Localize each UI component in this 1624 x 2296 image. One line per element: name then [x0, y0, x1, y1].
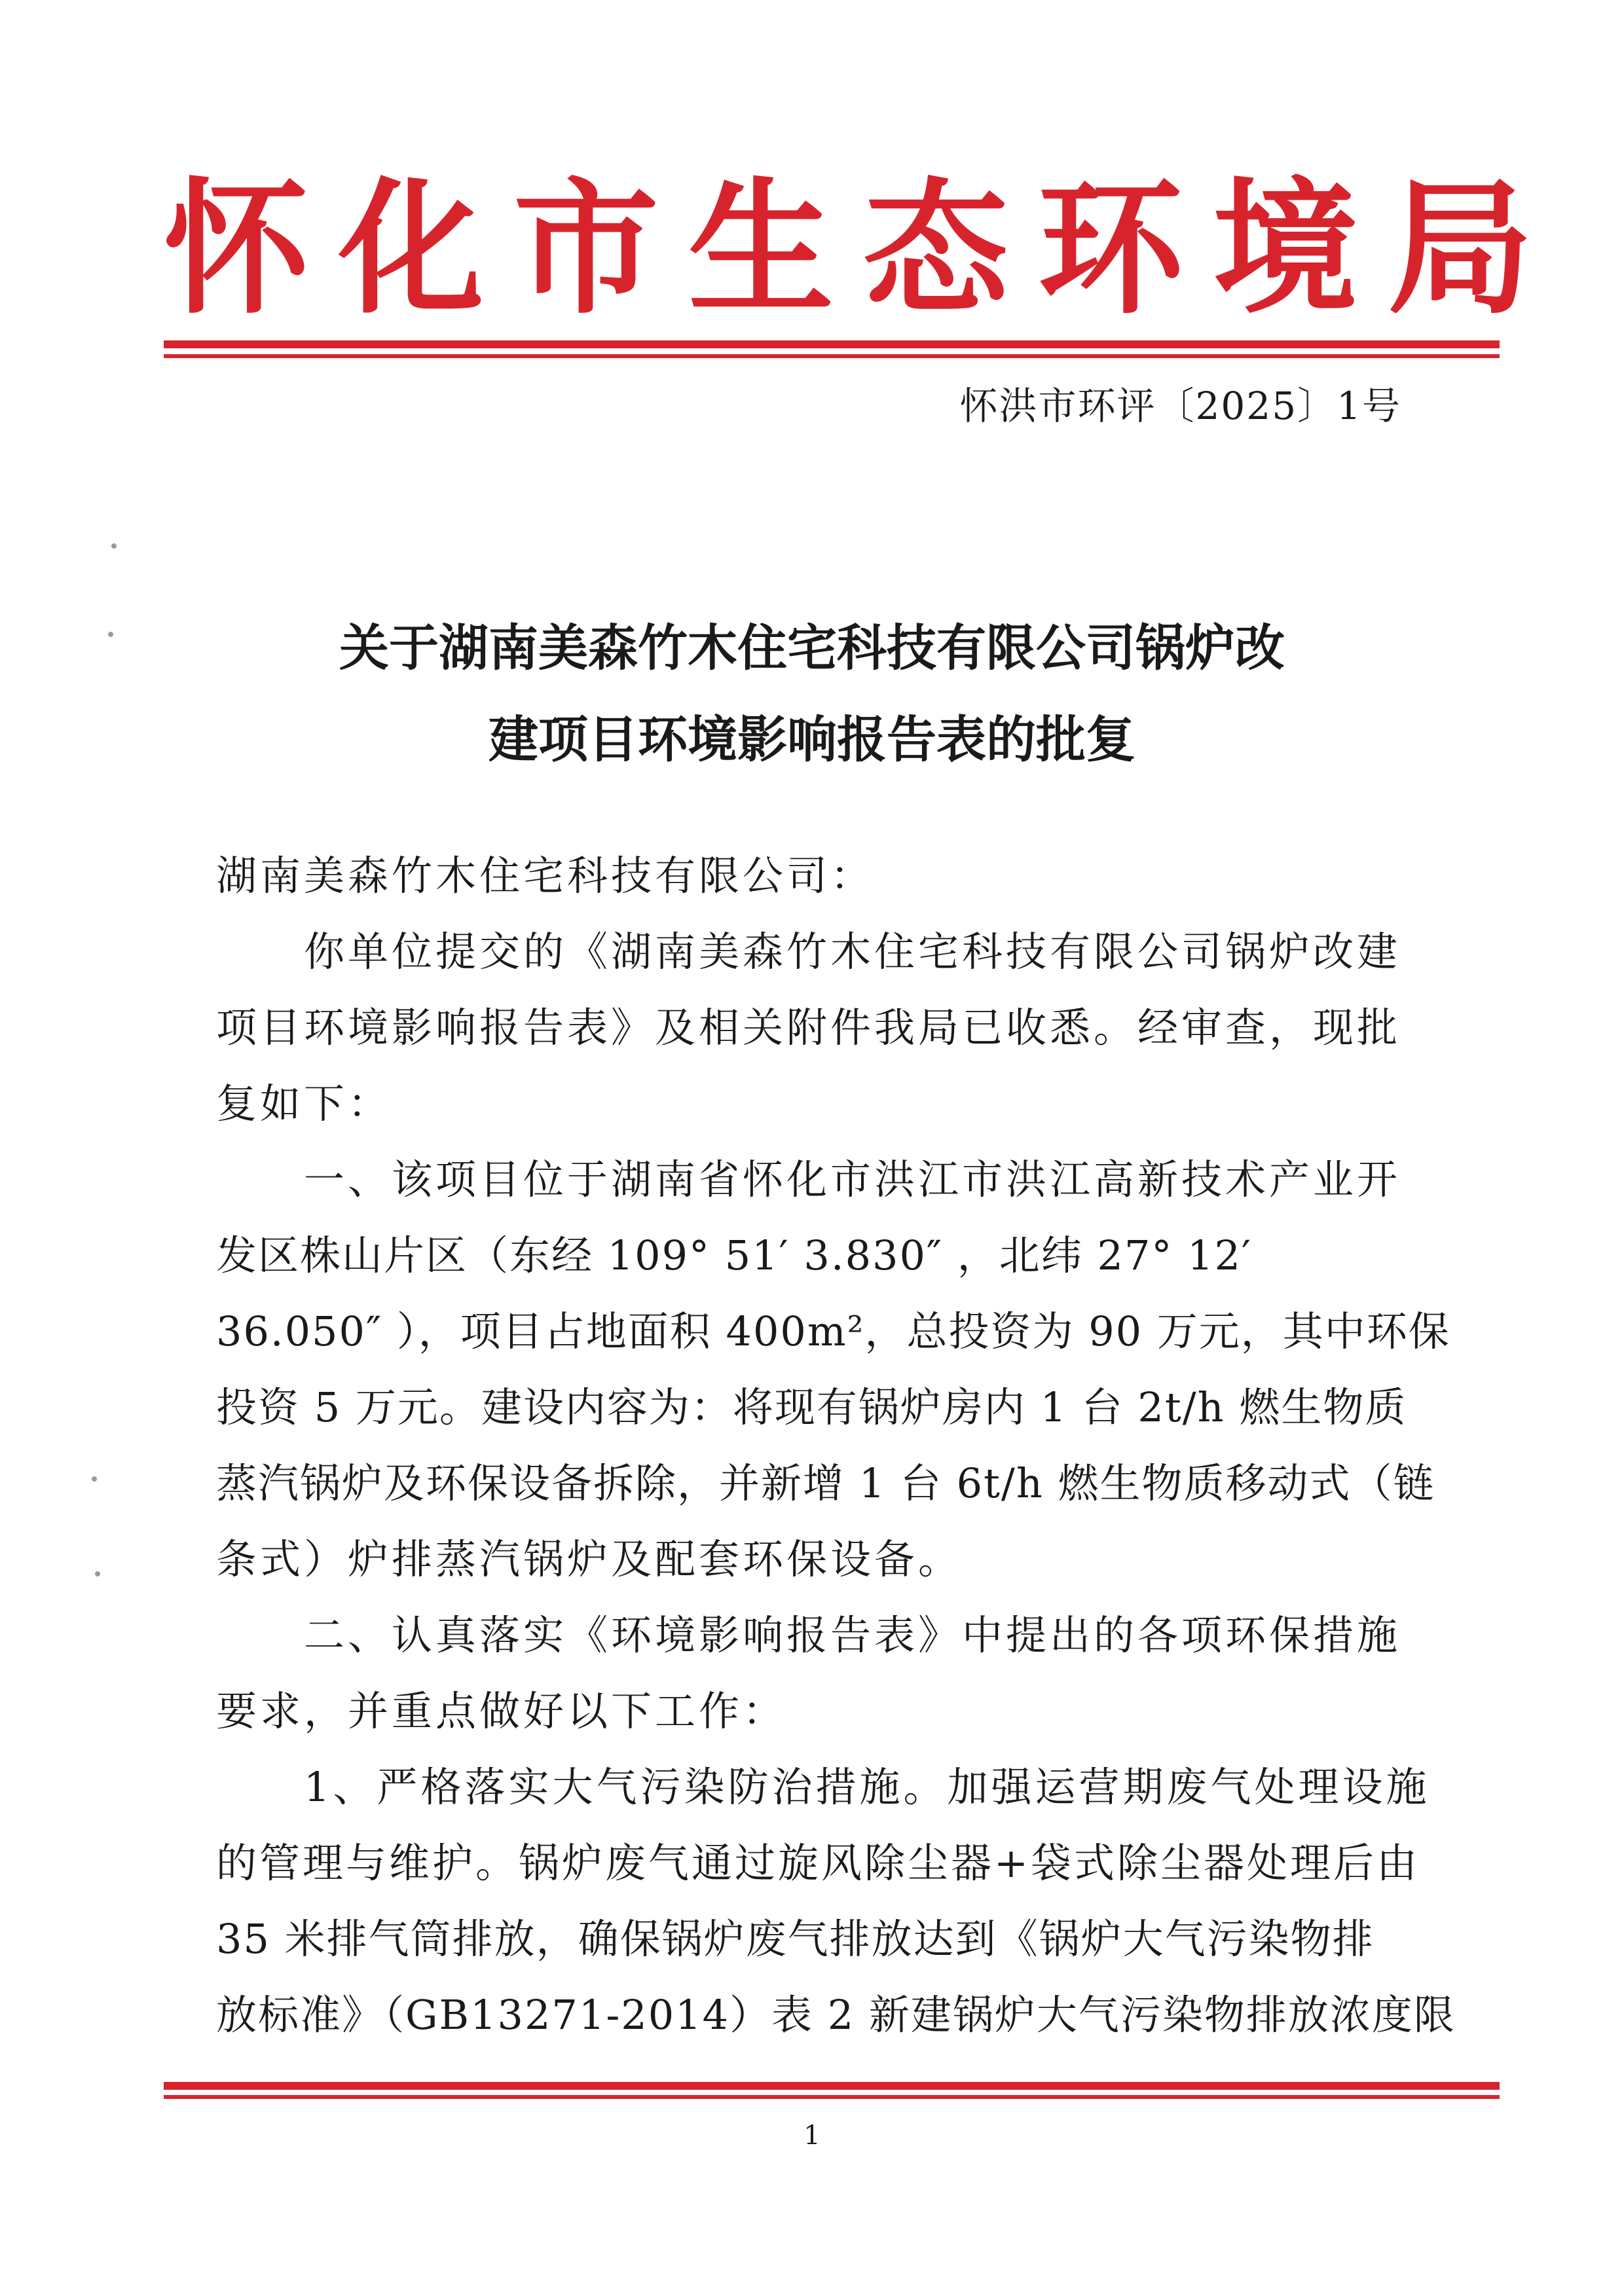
footer-rule-thin: [164, 2095, 1500, 2099]
body-line: 复如下：: [216, 1080, 392, 1127]
body-line: 的管理与维护。锅炉废气通过旋风除尘器+袋式除尘器处理后由: [216, 1839, 1420, 1887]
footer-rule-thick: [164, 2082, 1500, 2090]
title-line-2: 建项目环境影响报告表的批复: [489, 710, 1135, 769]
body-line: 35 米排气筒排放，确保锅炉废气排放达到《锅炉大气污染物排: [216, 1915, 1375, 1963]
scan-speck: [92, 1476, 97, 1482]
header-rule-thin: [164, 354, 1500, 358]
title-line-1: 关于湖南美森竹木住宅科技有限公司锅炉改: [339, 619, 1285, 677]
scan-speck: [95, 1571, 100, 1576]
document-number: 怀洪市环评〔2025〕1号: [959, 384, 1401, 428]
body-line: 1、严格落实大气污染防治措施。加强运营期废气处理设施: [216, 1763, 1430, 1811]
body-line: 项目环境影响报告表》及相关附件我局已收悉。经审查，现批: [216, 1004, 1401, 1051]
body-line: 36.050″ ），项目占地面积 400m²，总投资为 90 万元，其中环保: [216, 1307, 1450, 1355]
header-rule-thick: [164, 340, 1500, 348]
body-line: 一、该项目位于湖南省怀化市洪江市洪江高新技术产业开: [216, 1156, 1401, 1203]
document-body: [216, 838, 1456, 2053]
body-line: 放标准》（GB13271-2014）表 2 新建锅炉大气污染物排放浓度限: [216, 1991, 1456, 2039]
document-title: [216, 602, 1408, 786]
scan-speck: [108, 632, 113, 637]
body-line: 蒸汽锅炉及环保设备拆除，并新增 1 台 6t/h 燃生物质移动式（链: [216, 1459, 1435, 1507]
body-line: 条式）炉排蒸汽锅炉及配套环保设备。: [216, 1535, 963, 1583]
body-line: 发区株山片区（东经 109° 51′ 3.830″ ，北纬 27° 12′: [216, 1231, 1253, 1279]
body-line: 湖南美森竹木住宅科技有限公司：: [216, 852, 875, 900]
body-line: 投资 5 万元。建设内容为：将现有锅炉房内 1 台 2t/h 燃生物质: [216, 1383, 1407, 1431]
body-line: 二、认真落实《环境影响报告表》中提出的各项环保措施: [216, 1611, 1401, 1659]
page-number: 1: [803, 2121, 821, 2151]
scan-speck: [111, 543, 117, 549]
body-line: 要求，并重点做好以下工作：: [216, 1687, 787, 1735]
letterhead-agency-name: 怀化市生态环境局: [164, 164, 1562, 334]
body-line: 你单位提交的《湖南美森竹木住宅科技有限公司锅炉改建: [216, 928, 1401, 975]
